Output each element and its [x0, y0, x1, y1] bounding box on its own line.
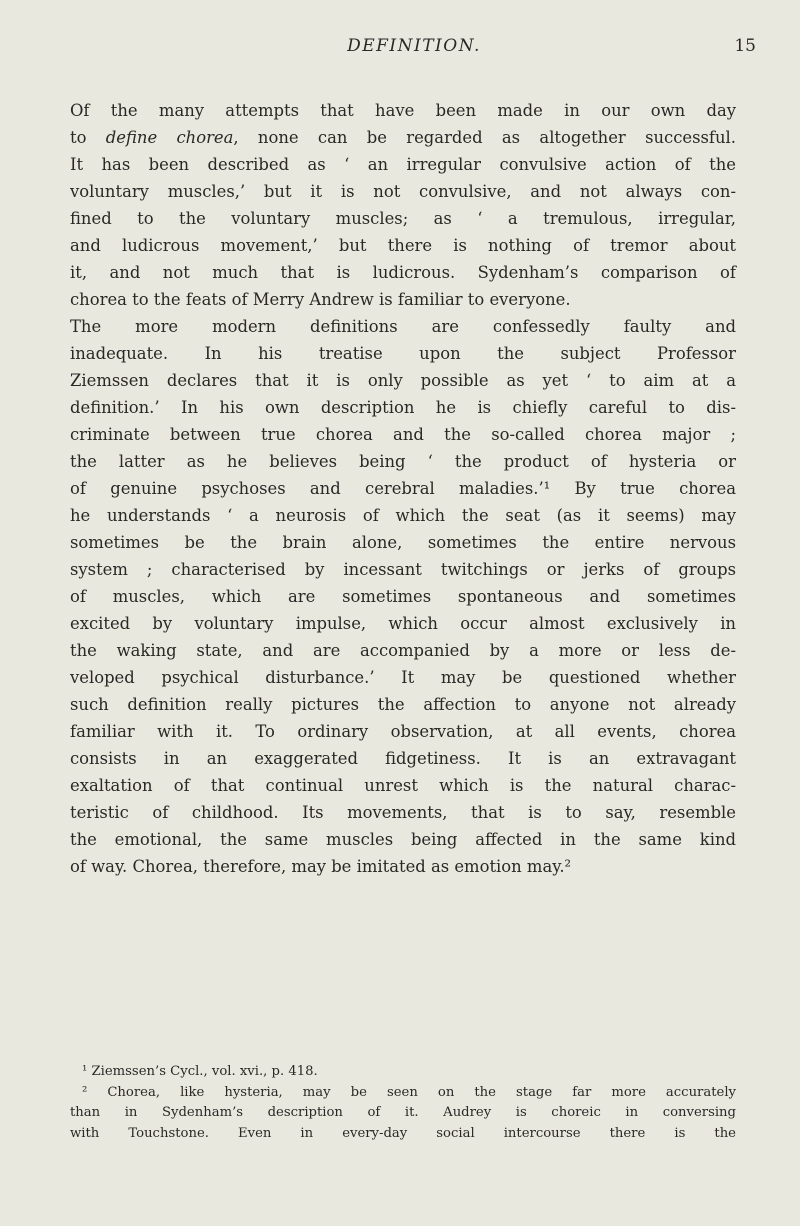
text-line: such definition really pictures the affection to anyone not already: [70, 695, 736, 714]
text-line: chorea to the feats of Merry Andrew is familiar to everyone.: [70, 290, 571, 309]
text-line: fined to the voluntary muscles; as ‘ a tremulous, irregular,: [70, 209, 736, 228]
text-line: veloped psychical disturbance.’ It may be questioned whether: [70, 668, 736, 687]
text-line: voluntary muscles,’ but it is not convulsive, and not always con-: [70, 182, 736, 201]
text-line: the emotional, the same muscles being affected in the same kind: [70, 830, 736, 849]
text-line: and ludicrous movement,’ but there is nothing of tremor about: [70, 236, 736, 255]
footnote-2: ² Chorea, like hysteria, may be seen on the stage far more accurately: [82, 1084, 736, 1100]
text-line: exaltation of that continual unrest which is the natural charac-: [70, 776, 736, 795]
text-line: inadequate. In his treatise upon the subject Professor: [70, 344, 736, 363]
text-line: system ; characterised by incessant twitchings or jerks of groups: [70, 560, 736, 579]
text-line: it, and not much that is ludicrous. Sydenham’s comparison of: [70, 263, 736, 282]
text-line: he understands ‘ a neurosis of which the seat (as it seems) may: [70, 506, 736, 525]
text-line: the latter as he believes being ‘ the product of hysteria or: [70, 452, 736, 471]
body-text: [70, 97, 736, 880]
text-line: of way. Chorea, therefore, may be imitated as emotion may.²: [70, 857, 572, 876]
footnote-2-cont: than in Sydenham’s description of it. Audrey is choreic in conversing: [70, 1105, 736, 1120]
page-number: 15: [734, 36, 756, 56]
text-line: definition.’ In his own description he is chiefly careful to dis-: [70, 398, 736, 417]
text-line: It has been described as ‘ an irregular convulsive action of the: [70, 155, 736, 174]
text-line: Of the many attempts that have been made in our own day: [70, 101, 736, 120]
text-line: The more modern definitions are confessedly faulty and: [70, 317, 736, 336]
text-line: familiar with it. To ordinary observation, at all events, chorea: [70, 722, 736, 741]
running-title: DEFINITION.: [347, 36, 481, 56]
footnote-1: ¹ Ziemssen’s Cycl., vol. xvi., p. 418.: [82, 1064, 318, 1079]
text-line: consists in an exaggerated fidgetiness. It is an extravagant: [70, 749, 736, 768]
footnotes: [70, 1062, 736, 1144]
running-head: [84, 36, 774, 62]
text-line: sometimes be the brain alone, sometimes the entire nervous: [70, 533, 736, 552]
text-line: to define chorea, none can be regarded as altogether successful.: [70, 128, 736, 147]
text-line: Ziemssen declares that it is only possible as yet ‘ to aim at a: [70, 371, 736, 390]
text-line: the waking state, and are accompanied by a more or less de-: [70, 641, 736, 660]
text-line: teristic of childhood. Its movements, that is to say, resemble: [70, 803, 736, 822]
footnote-2-cont: with Touchstone. Even in every-day social intercourse there is the: [70, 1125, 736, 1141]
text-line: excited by voluntary impulse, which occur almost exclusively in: [70, 614, 736, 633]
text-line: criminate between true chorea and the so-called chorea major ;: [70, 425, 736, 444]
text-line: of muscles, which are sometimes spontaneous and sometimes: [70, 587, 736, 606]
text-line: of genuine psychoses and cerebral maladies.’¹ By true chorea: [70, 479, 736, 498]
